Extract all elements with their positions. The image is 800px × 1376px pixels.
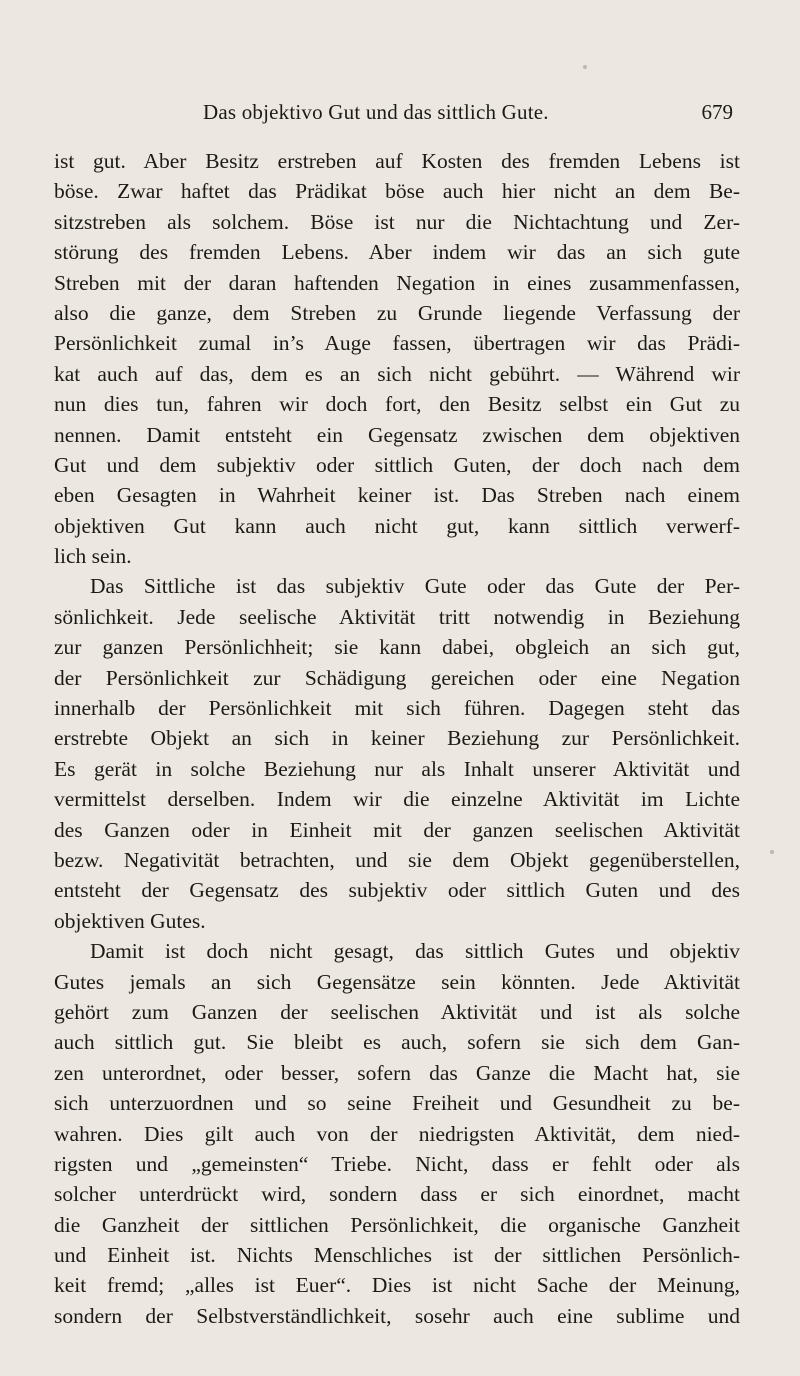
paper-speck xyxy=(770,850,774,854)
text-line: Es gerät in solche Beziehung nur als Inhalt unserer Aktivität und xyxy=(54,756,740,781)
text-line: auch sittlich gut. Sie bleibt es auch, sofern sie sich dem Gan- xyxy=(54,1030,740,1055)
text-line: der Persönlichkeit zur Schädigung gereichen oder eine Negation xyxy=(54,665,740,690)
text-line: nennen. Damit entsteht ein Gegensatz zwischen dem objektiven xyxy=(54,422,740,447)
text-line: entsteht der Gegensatz des subjektiv oder sittlich Guten und des xyxy=(54,878,740,903)
text-line: sitzstreben als solchem. Böse ist nur die Nichtachtung und Zer- xyxy=(54,209,740,234)
body-text xyxy=(54,146,740,1331)
text-line: Gut und dem subjektiv oder sittlich Guten, der doch nach dem xyxy=(54,452,740,477)
text-line: solcher unterdrückt wird, sondern dass er sich einordnet, macht xyxy=(54,1182,740,1207)
text-line: objektiven Gut kann auch nicht gut, kann sittlich verwerf- xyxy=(54,513,740,538)
text-line: rigsten und „gemeinsten“ Triebe. Nicht, dass er fehlt oder als xyxy=(54,1151,740,1176)
text-line: sondern der Selbstverständlichkeit, sosehr auch eine sublime und xyxy=(54,1303,740,1328)
paragraph-end-line: objektiven Gutes. xyxy=(54,908,206,933)
text-line: kat auch auf das, dem es an sich nicht gebührt. — Während wir xyxy=(54,361,740,386)
text-line: zen unterordnet, oder besser, sofern das Ganze die Macht hat, sie xyxy=(54,1060,740,1085)
paragraph-start-line: Damit ist doch nicht gesagt, das sittlich Gutes und objektiv xyxy=(90,939,740,964)
paragraph-start-line: Das Sittliche ist das subjektiv Gute oder das Gute der Per- xyxy=(90,574,740,599)
text-line: des Ganzen oder in Einheit mit der ganzen seelischen Aktivität xyxy=(54,817,740,842)
page-number: 679 xyxy=(701,100,733,124)
text-line: innerhalb der Persönlichkeit mit sich führen. Dagegen steht das xyxy=(54,696,740,721)
text-line: gehört zum Ganzen der seelischen Aktivität und ist als solche xyxy=(54,999,740,1024)
text-line: ist gut. Aber Besitz erstreben auf Kosten des fremden Lebens ist xyxy=(54,149,740,173)
text-line: zur ganzen Persönlichheit; sie kann dabei, obgleich an sich gut, xyxy=(54,635,740,660)
text-line: Persönlichkeit zumal in’s Auge fassen, übertragen wir das Prädi- xyxy=(54,331,740,356)
paragraph-end-line: lich sein. xyxy=(54,544,132,569)
text-line: bezw. Negativität betrachten, und sie dem Objekt gegenüberstellen, xyxy=(54,847,740,872)
text-line: eben Gesagten in Wahrheit keiner ist. Das Streben nach einem xyxy=(54,483,740,508)
text-line: Streben mit der daran haftenden Negation in eines zusammenfassen, xyxy=(54,270,740,295)
paper-speck xyxy=(583,65,587,69)
text-line: sich unterzuordnen und so seine Freiheit und Gesundheit zu be- xyxy=(54,1091,740,1116)
text-line: vermittelst derselben. Indem wir die einzelne Aktivität im Lichte xyxy=(54,787,740,812)
text-line: nun dies tun, fahren wir doch fort, den Besitz selbst ein Gut zu xyxy=(54,392,740,417)
text-line: Gutes jemals an sich Gegensätze sein könnten. Jede Aktivität xyxy=(54,969,740,994)
page-header xyxy=(203,100,733,128)
text-line: wahren. Dies gilt auch von der niedrigsten Aktivität, dem nied- xyxy=(54,1121,740,1146)
text-line: störung des fremden Lebens. Aber indem wir das an sich gute xyxy=(54,240,740,265)
text-line: sönlichkeit. Jede seelische Aktivität tritt notwendig in Beziehung xyxy=(54,604,740,629)
text-line: und Einheit ist. Nichts Menschliches ist der sittlichen Persönlich- xyxy=(54,1243,740,1268)
text-line: die Ganzheit der sittlichen Persönlichkeit, die organische Ganzheit xyxy=(54,1212,740,1237)
text-line: keit fremd; „alles ist Euer“. Dies ist nicht Sache der Meinung, xyxy=(54,1273,740,1298)
text-line: erstrebte Objekt an sich in keiner Beziehung zur Persönlichkeit. xyxy=(54,726,740,751)
running-title: Das objektivo Gut und das sittlich Gute. xyxy=(203,100,549,124)
text-line: also die ganze, dem Streben zu Grunde liegende Verfassung der xyxy=(54,300,740,325)
text-line: böse. Zwar haftet das Prädikat böse auch hier nicht an dem Be- xyxy=(54,179,740,204)
